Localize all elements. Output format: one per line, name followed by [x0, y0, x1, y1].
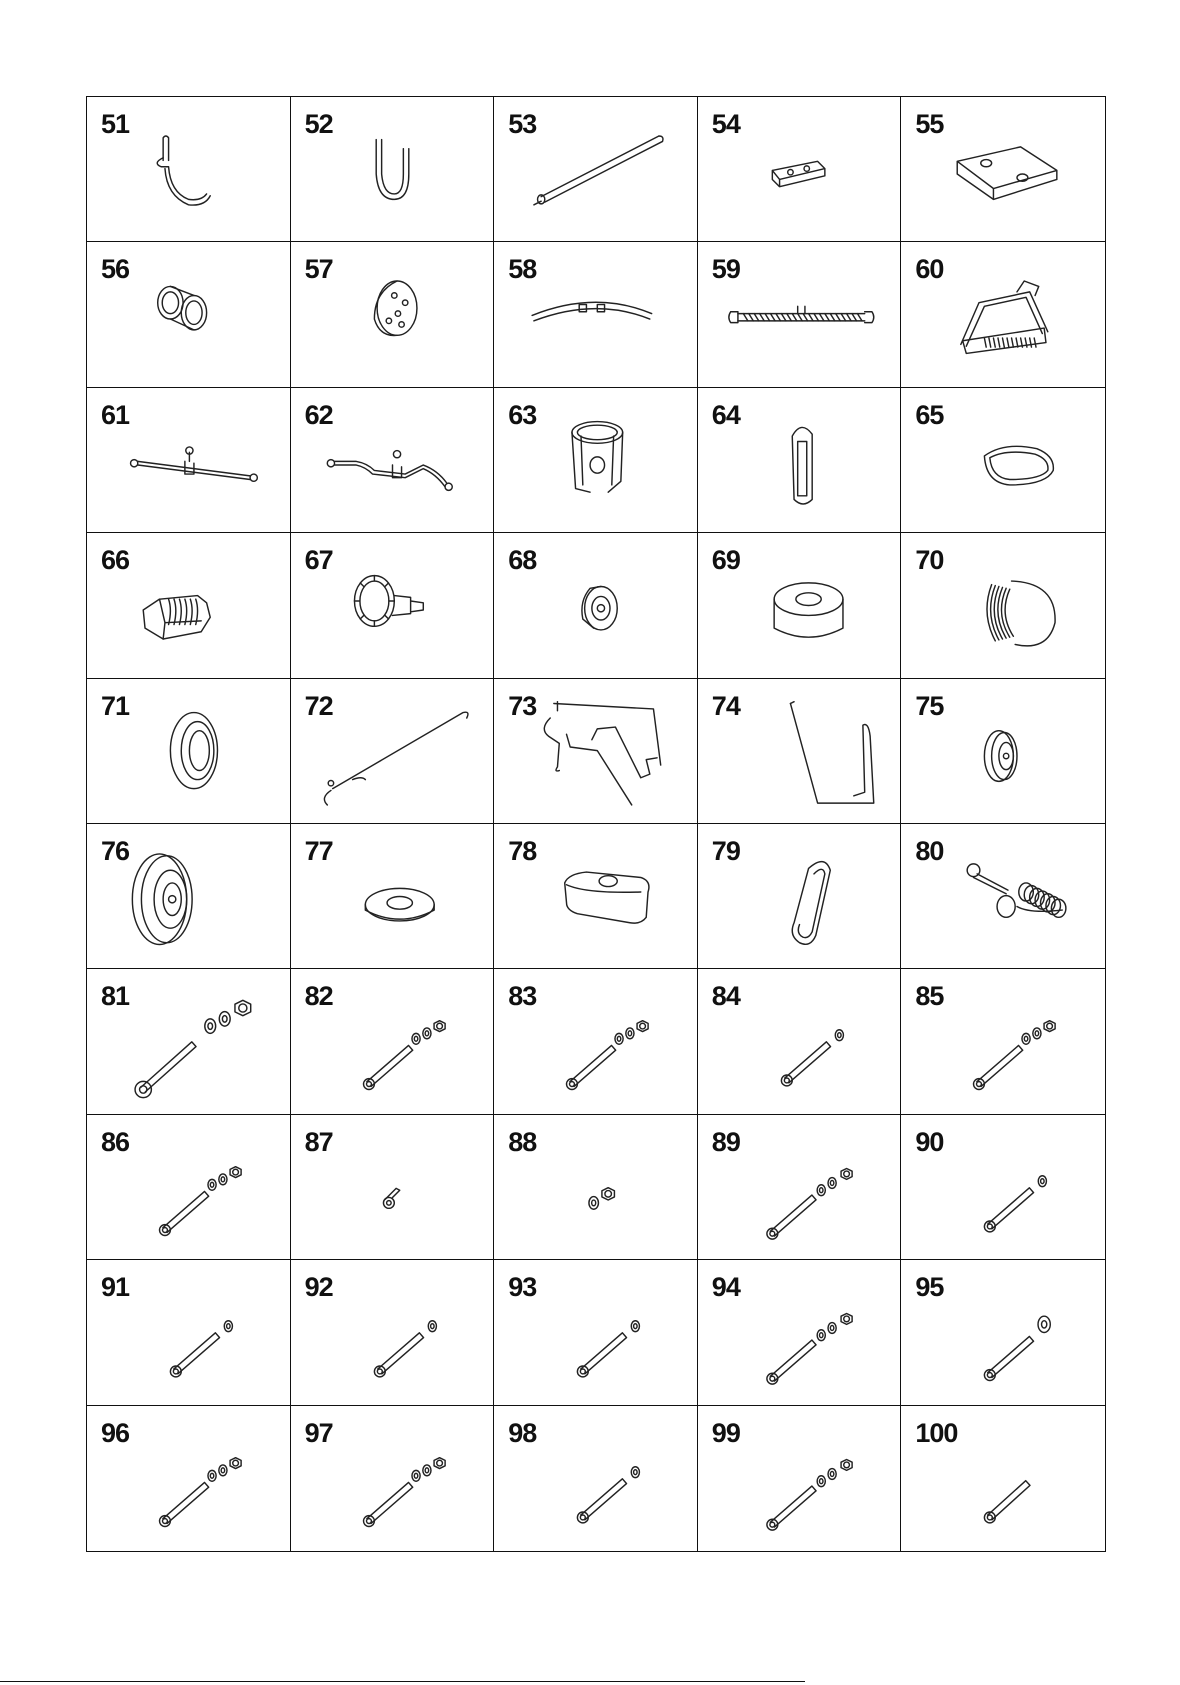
part-cell [87, 969, 291, 1114]
part-number: 62 [304, 399, 333, 430]
spacer-icon [718, 543, 881, 668]
part-number: 69 [711, 545, 740, 576]
bolt-washer-icon [718, 979, 881, 1104]
part-cell [901, 969, 1105, 1114]
part-number: 54 [711, 109, 740, 139]
part-number: 51 [101, 109, 130, 139]
cable-loop-icon [718, 689, 881, 814]
part-number: 100 [915, 1417, 958, 1448]
part-cell [291, 1406, 495, 1551]
part-cell [87, 533, 291, 678]
bolt-set-icon [107, 1125, 270, 1250]
part-number: 56 [101, 254, 130, 285]
lat-bar-icon [311, 398, 474, 523]
part-number: 64 [711, 399, 740, 430]
part-number: 77 [304, 835, 333, 866]
bolt-washer-icon [311, 1270, 474, 1395]
footer-rule [0, 1681, 805, 1682]
bolt-washer-icon [514, 1270, 677, 1395]
curved-bar-icon [514, 252, 677, 377]
coil-pin-icon [921, 834, 1084, 959]
part-cell [494, 97, 698, 242]
bolt-set-icon [311, 979, 474, 1104]
part-cell [494, 242, 698, 387]
part-number: 87 [304, 1126, 333, 1157]
part-cell [291, 824, 495, 969]
part-number: 61 [101, 399, 130, 430]
part-cell [698, 679, 902, 824]
part-number: 98 [508, 1417, 537, 1448]
sleeve-icon [514, 398, 677, 523]
part-cell [901, 242, 1105, 387]
cam-pulley-icon [311, 252, 474, 377]
bolt-set-icon [311, 1416, 474, 1541]
hook-pin-icon [107, 107, 270, 232]
part-cell [494, 1115, 698, 1260]
part-number: 75 [915, 690, 944, 721]
hex-bolt-set-icon [107, 979, 270, 1104]
part-number: 82 [304, 981, 333, 1012]
part-cell [291, 97, 495, 242]
large-pulley-icon [107, 834, 270, 959]
part-cell [87, 388, 291, 533]
part-number: 92 [304, 1272, 333, 1303]
clip-cap-icon [107, 543, 270, 668]
straight-bar-icon [107, 398, 270, 523]
part-cell [87, 1260, 291, 1405]
part-cell [494, 533, 698, 678]
rope-handle-icon [718, 252, 881, 377]
bearing-ring-icon [107, 689, 270, 814]
parts-grid [86, 96, 1106, 1552]
part-number: 83 [508, 981, 537, 1012]
part-cell [87, 242, 291, 387]
part-cell [901, 1406, 1105, 1551]
part-number: 95 [915, 1272, 944, 1303]
part-number: 63 [508, 399, 537, 430]
part-number: 89 [711, 1126, 740, 1157]
strap-icon [718, 398, 881, 523]
part-cell [291, 679, 495, 824]
part-number: 96 [101, 1417, 130, 1448]
part-number: 93 [508, 1272, 537, 1303]
part-cell [494, 1260, 698, 1405]
long-rod-icon [514, 107, 677, 232]
nut-washer-icon [514, 1125, 677, 1250]
bolt-set-icon [921, 979, 1084, 1104]
ring-icon [921, 398, 1084, 523]
part-number: 90 [915, 1126, 944, 1157]
part-number: 74 [711, 690, 740, 721]
part-cell [494, 679, 698, 824]
part-cell [901, 824, 1105, 969]
cable-icon [311, 689, 474, 814]
part-number: 65 [915, 399, 944, 430]
bolt-set-icon [514, 979, 677, 1104]
part-number: 86 [101, 1126, 130, 1157]
part-cell [291, 969, 495, 1114]
part-cell [291, 533, 495, 678]
bolt-icon [921, 1416, 1084, 1541]
part-cell [87, 1115, 291, 1260]
part-number: 58 [508, 254, 537, 285]
part-cell [494, 969, 698, 1114]
part-number: 57 [304, 254, 333, 285]
part-number: 78 [508, 835, 537, 866]
part-cell [87, 679, 291, 824]
part-cell [901, 679, 1105, 824]
part-number: 60 [915, 254, 944, 285]
bolt-set-long-icon [718, 1125, 881, 1250]
part-cell [901, 1260, 1105, 1405]
part-number: 81 [101, 981, 130, 1012]
part-cell [698, 1115, 902, 1260]
bolt-washer-icon [514, 1416, 677, 1541]
part-number: 88 [508, 1126, 537, 1157]
part-cell [494, 388, 698, 533]
u-pin-icon [311, 107, 474, 232]
bolt-washer-icon [921, 1125, 1084, 1250]
knob-icon [311, 543, 474, 668]
part-number: 66 [101, 545, 130, 576]
bushing-icon [107, 252, 270, 377]
part-cell [698, 1260, 902, 1405]
part-number: 99 [711, 1417, 740, 1448]
part-cell [698, 969, 902, 1114]
part-cell [698, 242, 902, 387]
bolt-set-long-icon [718, 1416, 881, 1541]
part-number: 85 [915, 981, 944, 1012]
washer-icon [311, 834, 474, 959]
part-number: 94 [711, 1272, 740, 1303]
small-wheel-icon [514, 543, 677, 668]
part-number: 97 [304, 1417, 333, 1448]
part-cell [901, 1115, 1105, 1260]
part-number: 72 [304, 690, 333, 721]
part-number: 84 [711, 981, 740, 1012]
part-cell [291, 242, 495, 387]
part-cell [901, 533, 1105, 678]
part-cell [901, 388, 1105, 533]
part-cell [291, 388, 495, 533]
part-cell [291, 1260, 495, 1405]
short-screw-icon [311, 1125, 474, 1250]
part-number: 55 [915, 109, 944, 139]
part-cell [87, 97, 291, 242]
part-cell [291, 1115, 495, 1260]
part-number: 70 [915, 545, 944, 576]
bolt-washer-icon [107, 1270, 270, 1395]
carabiner-icon [718, 834, 881, 959]
bolt-set-long-icon [718, 1270, 881, 1395]
small-plate-icon [718, 107, 881, 232]
small-pulley-icon [921, 689, 1084, 814]
part-cell [698, 97, 902, 242]
bolt-large-washer-icon [921, 1270, 1084, 1395]
part-number: 73 [508, 690, 537, 721]
part-cell [698, 1406, 902, 1551]
part-cell [494, 824, 698, 969]
part-number: 52 [304, 109, 333, 139]
part-number: 67 [304, 545, 333, 576]
stirrup-handle-icon [921, 252, 1084, 377]
part-cell [698, 824, 902, 969]
part-number: 76 [101, 835, 130, 866]
block-icon [514, 834, 677, 959]
part-cell [698, 388, 902, 533]
part-cell [87, 1406, 291, 1551]
part-number: 53 [508, 109, 537, 139]
part-number: 68 [508, 545, 537, 576]
long-cable-icon [514, 689, 677, 814]
part-number: 79 [711, 835, 740, 866]
part-number: 80 [915, 835, 944, 866]
part-number: 91 [101, 1272, 130, 1303]
part-cell [494, 1406, 698, 1551]
part-cell [901, 97, 1105, 242]
flat-plate-icon [921, 107, 1084, 232]
end-cap-icon [921, 543, 1084, 668]
part-cell [698, 533, 902, 678]
bolt-set-icon [107, 1416, 270, 1541]
part-number: 59 [711, 254, 740, 285]
part-number: 71 [101, 690, 130, 721]
part-cell [87, 824, 291, 969]
